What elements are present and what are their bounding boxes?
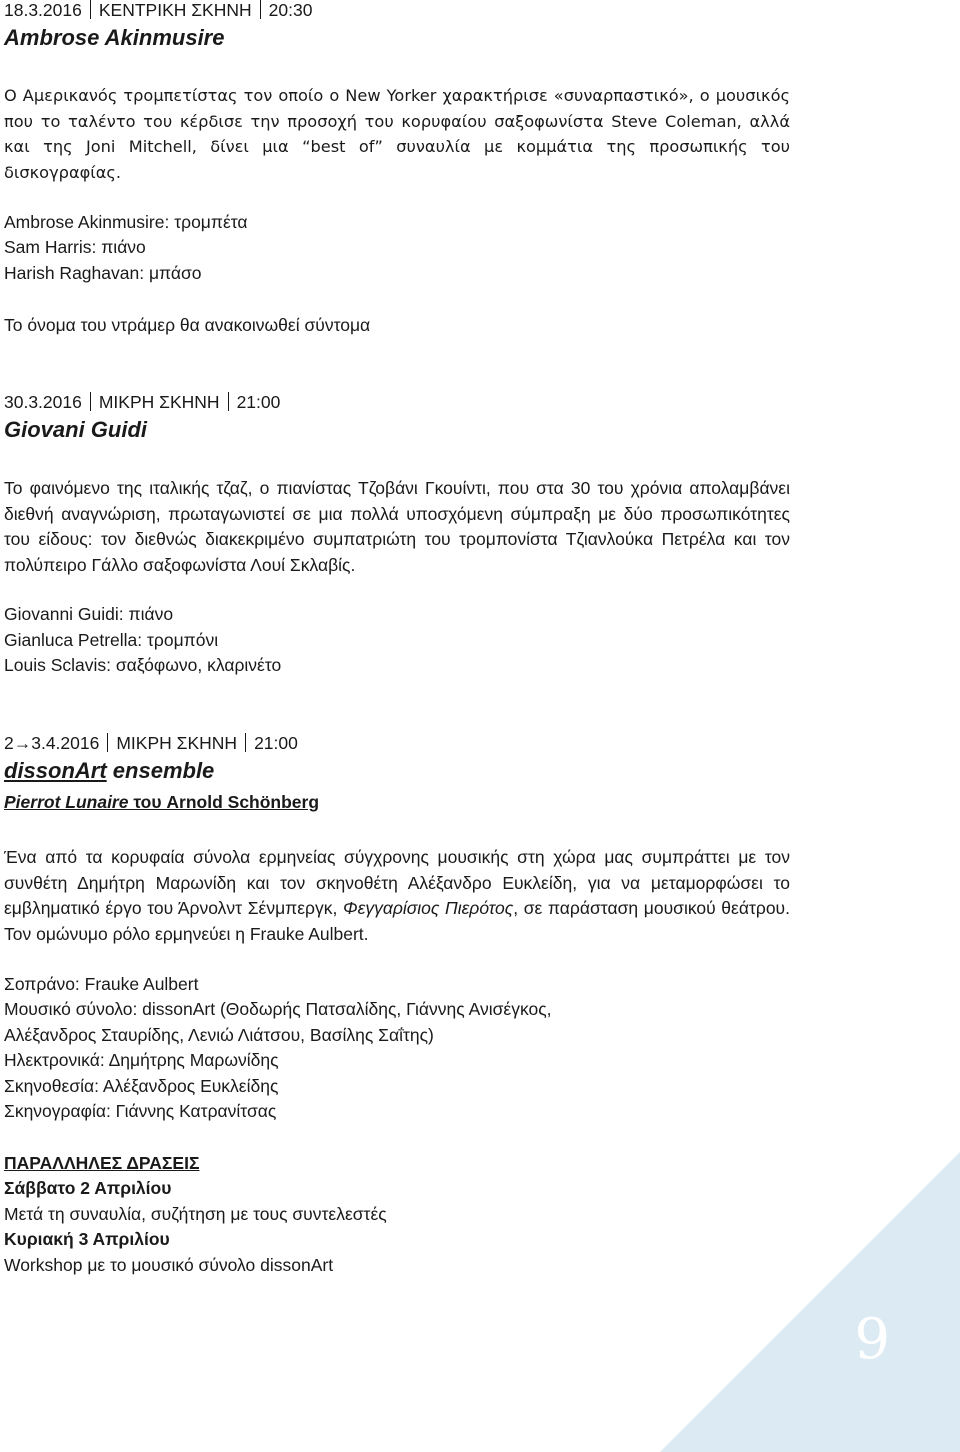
parallel-heading: ΠΑΡΑΛΛΗΛΕΣ ΔΡΑΣΕΙΣ xyxy=(4,1153,200,1173)
work-title: Pierrot Lunaire xyxy=(4,792,129,812)
separator xyxy=(90,392,91,411)
lineup-item: Giovanni Guidi: πιάνο xyxy=(4,604,174,624)
separator xyxy=(228,392,229,411)
credit-item: Μουσικό σύνολο: dissonArt (Θοδωρής Πατσαλίδης, Γιάννης Ανισέγκος, xyxy=(4,999,552,1019)
event-date: 30.3.2016 xyxy=(4,392,82,412)
lineup-item: Ambrose Akinmusire: τρομπέτα xyxy=(4,212,248,232)
separator xyxy=(260,0,261,19)
event-header xyxy=(4,391,280,413)
event-time: 21:00 xyxy=(254,733,298,753)
parallel-text: Workshop με το μουσικό σύνολο dissonArt xyxy=(4,1255,334,1275)
event-time: 20:30 xyxy=(268,0,313,20)
separator xyxy=(245,733,246,752)
event-description: Ο Αμερικανός τρομπετίστας τον οποίο ο New Yorker χαρακτήρισε «συναρπαστικό», ο μουσικός που το ταλέντο του κέρδισε την προσοχή του κορυφαίου σαξοφωνίστα Steve Coleman, αλλά και της Joni Mitchell, δίνει μια “best of” συναυλία με κομμάτια της προσωπικής του δισκογραφίας. xyxy=(4,86,790,182)
credit-item: Σοπράνο: Frauke Aulbert xyxy=(4,974,199,994)
description-part: , σε παράσταση μουσικού θεάτρου. Τον ομώνυμο ρόλο ερμηνεύει η Frauke Aulbert. xyxy=(4,898,790,944)
event-time: 21:00 xyxy=(236,392,281,412)
description-part: Ένα από τα κορυφαία σύνολα ερμηνείας σύγχρονης μουσικής στη χώρα μας συμπράττει με τον συνθέτη Δημήτρη Μαρωνίδη και τον σκηνοθέτη Αλέξανδρο Ευκλείδη, για να μεταμορφώσει το εμβληματικό έργο του Άρνολντ Σένμπεργκ, xyxy=(4,847,790,918)
credit-item: Αλέξανδρος Σταυρίδης, Λενιώ Λιάτσου, Βασίλης Σαΐτης) xyxy=(4,1025,434,1045)
event-description xyxy=(4,845,790,947)
event-stage: ΚΕΝΤΡΙΚΗ ΣΚΗΝΗ xyxy=(98,0,252,20)
event-subtitle xyxy=(4,792,319,813)
ensemble-name: dissonArt xyxy=(4,758,107,783)
event-title: Giovani Guidi xyxy=(4,417,148,442)
event-date: 2→3.4.2016 xyxy=(4,733,100,753)
page-corner-decoration xyxy=(660,1152,960,1452)
event-header xyxy=(4,0,312,21)
event-header xyxy=(4,732,298,754)
parallel-text: Μετά τη συναυλία, συζήτηση με τους συντελεστές xyxy=(4,1204,387,1224)
credit-item: Ηλεκτρονικά: Δημήτρης Μαρωνίδης xyxy=(4,1050,279,1070)
separator xyxy=(90,0,91,19)
parallel-day: Κυριακή 3 Απριλίου xyxy=(4,1229,170,1249)
event-title: Ambrose Akinmusire xyxy=(4,25,225,50)
credit-item: Σκηνοθεσία: Αλέξανδρος Ευκλείδης xyxy=(4,1076,279,1096)
lineup-item: Gianluca Petrella: τρομπόνι xyxy=(4,630,219,650)
lineup-item: Louis Sclavis: σαξόφωνο, κλαρινέτο xyxy=(4,655,282,675)
event-description: Το φαινόμενο της ιταλικής τζαζ, ο πιανίστας Τζοβάνι Γκουίντι, που στα 30 του χρόνια απολαμβάνει διεθνή αναγνώριση, πρωταγωνιστεί σε μια πολλά υποσχόμενη σύμπραξη με δύο προσωπικότητες του είδους: τον διεθνώς διακεκριμένο συμπατριώτη του τρομπονίστα Τζιανλούκα Πετρέλα και τον πολύπειρο Γάλλο σαξοφωνίστα Λουί Σκλαβίς. xyxy=(4,478,790,575)
work-composer: του Arnold Schönberg xyxy=(128,792,320,812)
separator xyxy=(107,733,108,752)
event-date: 18.3.2016 xyxy=(4,0,82,20)
lineup-item: Harish Raghavan: μπάσο xyxy=(4,263,202,283)
event-note: Το όνομα του ντράμερ θα ανακοινωθεί σύντομα xyxy=(4,315,371,335)
ensemble-suffix: ensemble xyxy=(106,758,215,783)
credit-item: Σκηνογραφία: Γιάννης Κατρανίτσας xyxy=(4,1101,277,1121)
event-stage: ΜΙΚΡΗ ΣΚΗΝΗ xyxy=(116,733,238,753)
page-number: 9 xyxy=(854,1307,890,1372)
parallel-day: Σάββατο 2 Απριλίου xyxy=(4,1178,172,1198)
event-title xyxy=(4,758,214,784)
description-italic: Φεγγαρίσιος Πιερότος xyxy=(343,898,514,918)
lineup-item: Sam Harris: πιάνο xyxy=(4,237,146,257)
event-stage: ΜΙΚΡΗ ΣΚΗΝΗ xyxy=(98,392,220,412)
